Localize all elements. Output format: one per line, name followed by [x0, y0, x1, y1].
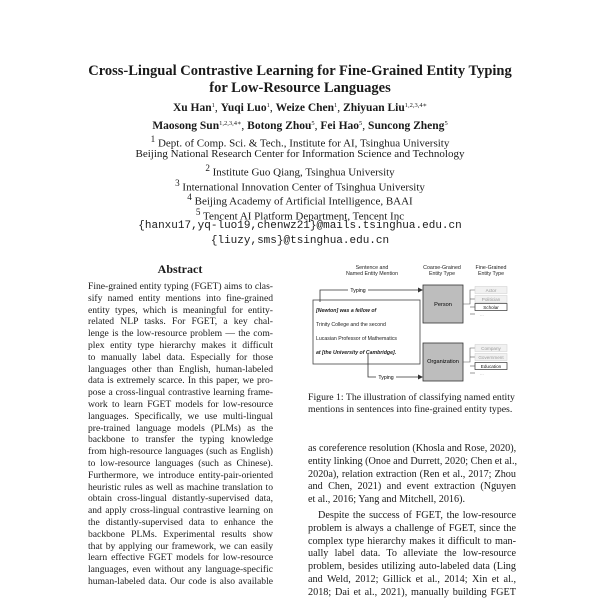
sentence-line: Lucasian Professor of Mathematics	[316, 336, 398, 342]
paper-title-line-1: Cross-Lingual Contrastive Learning for Fine-Grained Entity Typing	[88, 63, 512, 79]
text-line: and apply cross-lingual contrastive learning on	[88, 505, 273, 517]
text-line: complex type hierarchy makes it difficult to man-	[308, 535, 516, 547]
fine-type-selected: Education	[480, 363, 502, 369]
text-line: 2020a), relation extraction (Ren et al., 2017; Zhou	[308, 468, 516, 480]
author-name: Weize Chen	[275, 102, 335, 114]
email: {liuzy,sms}@tsinghua.edu.cn	[210, 234, 390, 247]
text-line: et al., 2016; Yang and Mitchell, 2016).	[308, 494, 466, 506]
author-name: Fei Hao	[320, 120, 360, 132]
fine-type: Politician	[481, 296, 501, 302]
figure-col2-header: Entity Type	[428, 271, 456, 277]
text-line: languages other than English, human-labeled	[88, 363, 273, 375]
affiliation: $^5$ Tencent AI Platform Department, Tencent Inc	[195, 206, 405, 223]
text-line: backbone PLMs. Experimental results show	[88, 528, 273, 540]
sentence-line: [Newton] was a fellow of	[316, 308, 377, 314]
text-line: as coreference resolution (Khosla and Rose, 2020),	[308, 443, 517, 454]
text-line: learn effective FGET models for low-resource	[88, 552, 273, 564]
text-line: sify named entity mentions into fine-grained	[88, 292, 273, 304]
author-name: Maosong Sun	[152, 120, 220, 132]
body-paragraph-2	[308, 510, 516, 600]
text-line: to manually label data. Especially for those	[88, 351, 273, 363]
text-line: lenge is the low-resource problem — the com-	[88, 328, 273, 340]
text-line: entity linking (Onoe and Durrett, 2020; Chen et al.,	[308, 455, 518, 467]
author-line-1: Xu Han$^1$, Yuqi Luo$^1$, Weize Chen$^1$, Zhiyuan Liu$^{1,2,3,4∗}$	[172, 102, 428, 114]
body-paragraph-1	[308, 443, 516, 507]
text-line: Fine-grained entity typing (FGET) aims to clas-	[88, 281, 273, 292]
text-line: obtain cross-lingual distantly-supervised data,	[88, 493, 273, 505]
text-line: from high-resource languages (such as English)	[88, 446, 273, 458]
text-line: 2018; Dai et al., 2021), manually building FGET	[308, 586, 516, 598]
text-line: entity types, which is meaningful for entity-	[88, 304, 273, 316]
typing-arrowhead-bottom	[418, 375, 423, 380]
fine-type: ...	[480, 311, 484, 317]
figure-col1-header: Sentence and	[355, 265, 389, 271]
abstract-heading: Abstract	[157, 262, 203, 276]
text-line: languages. Specifically, we use multi-lingual	[88, 410, 273, 422]
text-line: problem is always a challenge of FGET, since the	[308, 522, 516, 534]
text-line: problem, besides utilizing auto-labeled data (Ling	[308, 561, 516, 573]
figure-1	[308, 262, 518, 387]
sentence-line: at [the University of Cambridge].	[316, 350, 397, 356]
affiliation: $^2$ Institute Guo Qiang, Tsinghua University	[205, 163, 395, 179]
text-line: Furthermore, we introduce entity-pair-oriented	[88, 469, 273, 481]
text-line: Despite the success of FGET, the low-resource	[318, 510, 516, 521]
author-line-2: Maosong Sun$^{1,2,3,4∗}$, Botong Zhou$^5$, Fei Hao$^5$, Suncong Zheng$^5$	[152, 120, 448, 132]
author-name: Yuqi Luo	[220, 102, 267, 114]
email: {hanxu17,yq-luo19,chenwz21}@mails.tsinghua.edu.cn	[138, 220, 462, 232]
text-line: work to learn FGET models for low-resource	[88, 398, 273, 410]
text-line: human-labeled data. Our code is also available	[88, 575, 273, 587]
fine-type-selected: Scholar	[483, 304, 499, 310]
author-name: Suncong Zheng	[368, 120, 445, 132]
typing-arrowhead-top	[418, 288, 423, 293]
text-line: and Chen, 2021) and event extraction (Nguyen	[308, 481, 516, 493]
text-line: pre-trained language models (PLMs) as the	[88, 422, 273, 434]
affiliation: $^1$ Dept. of Comp. Sci. & Tech., Institute for AI, Tsinghua University	[150, 134, 450, 150]
figure-col2-header: Coarse-Grained	[423, 265, 461, 271]
abstract-body	[88, 281, 273, 588]
author-name: Botong Zhou	[247, 120, 312, 132]
text-line: that by applying our framework, we can easily	[88, 540, 273, 552]
figure-col1-header: Named Entity Mention	[345, 271, 399, 277]
text-line: related NLP tasks. For FGET, a key chal-	[88, 316, 273, 328]
text-line: languages, even without any language-specific	[88, 564, 273, 576]
author-name: Zhiyuan Liu	[343, 102, 405, 114]
paper-title-line-2: for Low-Resource Languages	[209, 80, 391, 96]
figure-caption: Figure 1: The illustration of classifying named entity mentions in sentences into fine-grained entity types.	[308, 392, 515, 415]
figure-col3-header: Fine-Grained	[475, 265, 507, 271]
text-line: ually label data. To alleviate the low-resource	[308, 548, 516, 560]
affiliation: $^3$ International Innovation Center of Tsinghua University	[175, 177, 425, 194]
fine-type: Company	[481, 345, 501, 351]
text-line: and Weld, 2012; Gillick et al., 2014; Xin et al.,	[308, 573, 516, 585]
text-line: pose a cross-lingual contrastive learning frame-	[88, 387, 273, 399]
text-line: data is extremely scarce. In this paper, we pro-	[88, 375, 273, 387]
typing-label-bottom: Typing	[378, 375, 394, 381]
text-line: to low-resource languages (such as Chinese).	[88, 457, 273, 469]
fine-type: Actor	[485, 287, 497, 293]
text-line: the distantly-supervised data to enhance the	[88, 516, 273, 528]
author-name: Xu Han	[172, 102, 212, 114]
fine-type: Government	[478, 354, 504, 360]
fine-type: ...	[480, 370, 484, 376]
coarse-type-organization: Organization	[427, 359, 459, 365]
text-line: heuristic rules as well as machine translation to	[88, 481, 273, 493]
text-line: plex entity type hierarchy makes it difficult	[88, 339, 273, 351]
affiliation: Beijing National Research Center for Information Science and Technology	[135, 147, 465, 160]
figure-col3-header: Entity Type	[477, 271, 505, 277]
affiliation: $^4$ Beijing Academy of Artificial Intelligence, BAAI	[187, 192, 413, 208]
coarse-type-person: Person	[434, 302, 452, 308]
typing-label-top: Typing	[350, 288, 366, 294]
sentence-line: Trinity College and the second	[316, 322, 386, 328]
text-line: backbone to transfer the typing knowledge	[88, 434, 273, 446]
